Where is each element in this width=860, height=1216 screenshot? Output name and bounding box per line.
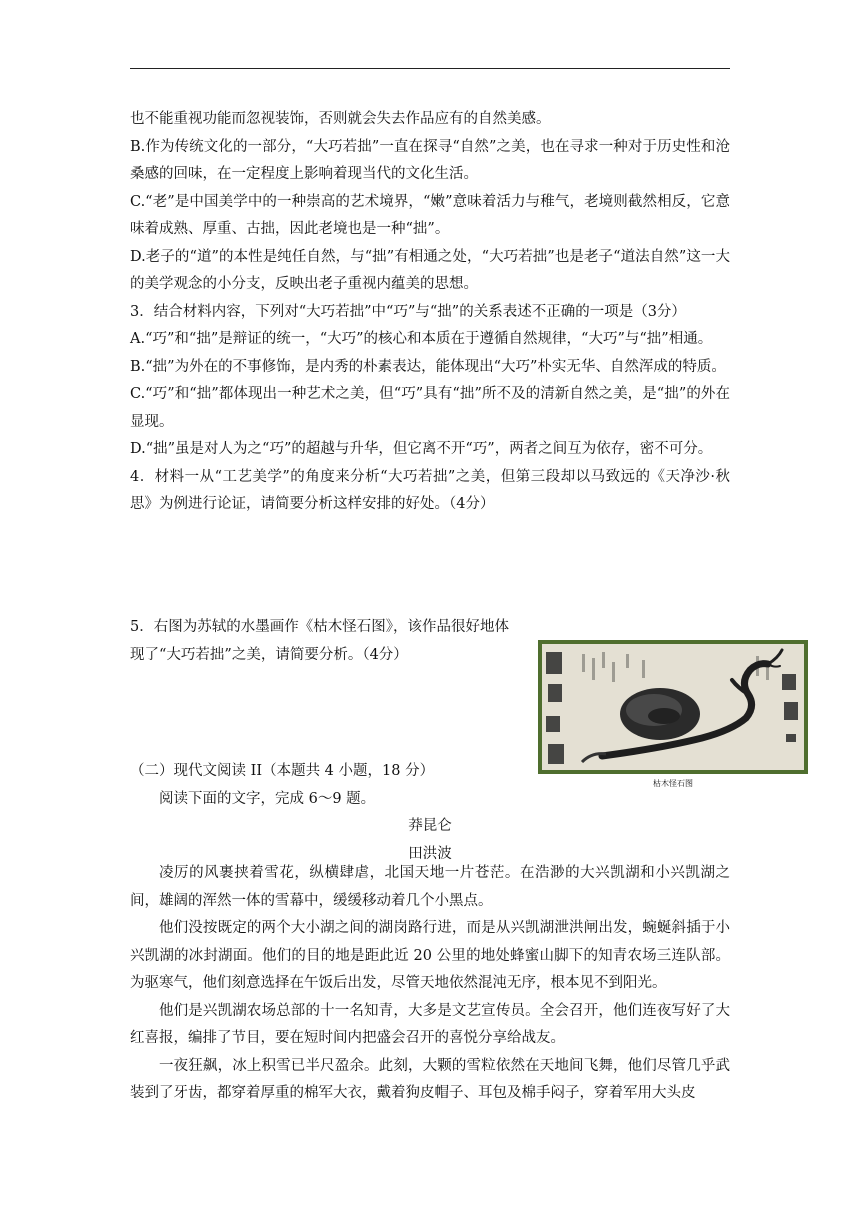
seal-mark (546, 716, 560, 732)
question-block (130, 106, 730, 519)
seal-mark (784, 702, 798, 720)
option-b: B.作为传统文化的一部分，“大巧若拙”一直在探寻“自然”之美，也在寻求一种对于历史性和沧桑感的回味，在一定程度上影响着现当代的文化生活。 (130, 138, 730, 182)
story-paragraph: 一夜狂飙，冰上积雪已半尺盈余。此刻，大颗的雪粒依然在天地间飞舞，他们尽管几乎武装到了牙齿，都穿着厚重的棉军大衣，戴着狗皮帽子、耳包及棉手闷子，穿着军用大头皮 (130, 1057, 730, 1101)
question-3: 3．结合材料内容，下列对“大巧若拙”中“巧”与“拙”的关系表述不正确的一项是（3分） (130, 303, 686, 320)
header-rule (130, 68, 730, 69)
instruction: 阅读下面的文字，完成 6～9 题。 (159, 790, 376, 807)
q3-option-a: A.“巧”和“拙”是辩证的统一，“大巧”的核心和本质在于遵循自然规律，“大巧”与“拙”相通。 (130, 331, 713, 347)
painting-image (538, 640, 808, 774)
seal-mark (548, 684, 562, 702)
story-paragraph: 他们没按既定的两个大小湖之间的湖岗路行进，而是从兴凯湖泄洪闸出发，蜿蜒斜插于小兴凯湖的冰封湖面。他们的目的地是距此近 20 公里的地处蜂蜜山脚下的知青农场三连队部。为驱寒气，他们刻意选择在午饭后出发，尽管天地依然混沌无序，根本见不到阳光。 (130, 920, 730, 991)
story-body (130, 860, 730, 1108)
q3-option-d: D.“拙”虽是对人为之“巧”的超越与升华，但它离不开“巧”，两者之间互为依存，密不可分。 (130, 441, 713, 457)
seal-mark (546, 652, 562, 674)
question-5-text: 5．右图为苏轼的水墨画作《枯木怪石图》，该作品很好地体现了“大巧若拙”之美，请简要分析。（4分） (130, 619, 509, 663)
q3-option-b: B.“拙”为外在的不事修饰，是内秀的朴素表达，能体现出“大巧”朴实无华、自然浑成的特质。 (130, 358, 726, 375)
painting-caption: 枯木怪石图 (653, 779, 693, 788)
question-5 (130, 614, 510, 669)
ink-painting-illustration (542, 644, 804, 770)
question-4: 4．材料一从“工艺美学”的角度来分析“大巧若拙”之美，但第三段却以马致远的《天净沙·秋思》为例进行论证，请简要分析这样安排的好处。（4分） (130, 468, 730, 512)
option-d: D.老子的“道”的本性是纯任自然，与“拙”有相通之处，“大巧若拙”也是老子“道法自然”这一大的美学观念的小分支，反映出老子重视内蕴美的思想。 (130, 248, 730, 292)
q3-option-c: C.“巧”和“拙”都体现出一种艺术之美，但“巧”具有“拙”所不及的清新自然之美，是“拙”的外在显现。 (130, 386, 730, 430)
seal-mark (782, 674, 796, 690)
seal-mark (786, 734, 796, 742)
story-author: 田洪波 (408, 845, 452, 862)
story-paragraph: 他们是兴凯湖农场总部的十一名知青，大多是文艺宣传员。全会召开，他们连夜写好了大红喜报，编排了节目，要在短时间内把盛会召开的喜悦分享给战友。 (130, 1002, 730, 1046)
story-paragraph: 凌厉的风裹挟着雪花，纵横肆虐，北国天地一片苍茫。在浩渺的大兴凯湖和小兴凯湖之间，雄阔的浑然一体的雪幕中，缓缓移动着几个小黑点。 (130, 865, 730, 909)
story-title: 莽昆仑 (408, 818, 452, 834)
option-c: C.“老”是中国美学中的一种崇高的艺术境界，“嫩”意味着活力与稚气，老境则截然相反，它意味着成熟、厚重、古拙，因此老境也是一种“拙”。 (130, 193, 730, 237)
paragraph: 也不能重视功能而忽视装饰，否则就会失去作品应有的自然美感。 (130, 111, 551, 127)
section-2 (130, 758, 730, 868)
section-heading: （二）现代文阅读 II（本题共 4 小题，18 分） (130, 763, 435, 779)
